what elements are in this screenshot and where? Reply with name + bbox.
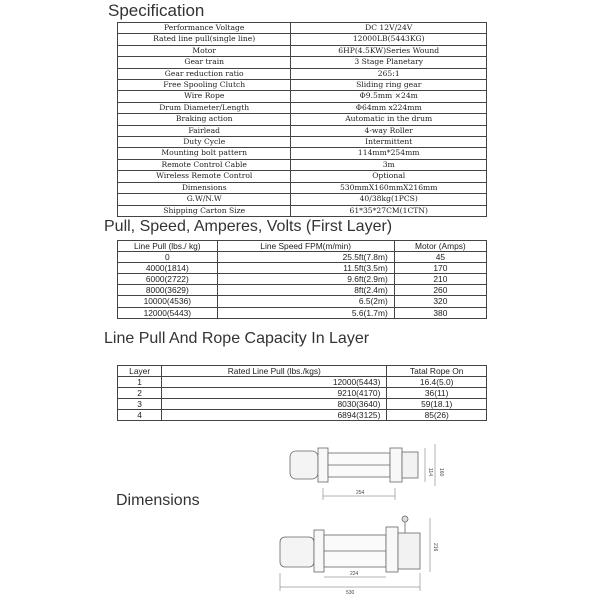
line-pull-capacity-heading: Line Pull And Rope Capacity In Layer [104, 330, 370, 347]
top-width-label: 254 [356, 490, 365, 496]
spec-value: Optional [291, 171, 487, 182]
spec-value: 265:1 [291, 68, 487, 79]
spec-label: G.W/N.W [118, 194, 291, 205]
pull-table-cell: 9.6ft(2.9m) [217, 274, 394, 285]
spec-value: Φ9.5mm ×24m [291, 91, 487, 102]
layer-table-cell: 3 [118, 399, 162, 410]
pull-table-cell: 320 [394, 296, 486, 307]
layer-table-cell: 36(11) [387, 388, 487, 399]
spec-value: 40/38kg(1PCS) [291, 194, 487, 205]
pull-table-cell: 5.6(1.7m) [217, 307, 394, 318]
pull-table-cell: 10000(4536) [118, 296, 218, 307]
spec-row [118, 23, 487, 34]
spec-row [118, 102, 487, 113]
pull-table-column-header: Line Pull (lbs./ kg) [118, 241, 218, 252]
spec-row [118, 80, 487, 91]
spec-value: Sliding ring gear [291, 80, 487, 91]
spec-row [118, 137, 487, 148]
spec-row [118, 34, 487, 45]
spec-label: Fairlead [118, 125, 291, 136]
pull-table-column-header: Line Speed FPM(m/min) [217, 241, 394, 252]
spec-label: Rated line pull(single line) [118, 34, 291, 45]
pull-table-cell: 6.5(2m) [217, 296, 394, 307]
layer-table-row [118, 410, 487, 421]
pull-speed-table [117, 240, 487, 319]
spec-label: Motor [118, 45, 291, 56]
layer-table-cell: 1 [118, 377, 162, 388]
pull-table-header-row [118, 241, 487, 252]
layer-table-cell: 59(18.1) [387, 399, 487, 410]
pull-speed-heading: Pull, Speed, Amperes, Volts (First Layer) [104, 218, 393, 235]
layer-table-cell: 9210(4170) [162, 388, 387, 399]
spec-label: Gear train [118, 57, 291, 68]
spec-label: Performance Voltage [118, 23, 291, 34]
layer-table-cell: 2 [118, 388, 162, 399]
spec-label: Mounting bolt pattern [118, 148, 291, 159]
spec-value: 61*35*27CM(1CTN) [291, 205, 487, 216]
spec-row [118, 194, 487, 205]
specification-heading: Specification [108, 1, 205, 20]
layer-table-cell: 12000(5443) [162, 377, 387, 388]
layer-table-cell: 16.4(5.0) [387, 377, 487, 388]
pull-table-cell: 380 [394, 307, 486, 318]
layer-table-row [118, 399, 487, 410]
top-height-1-label: 160 [438, 468, 444, 477]
spec-row [118, 205, 487, 216]
spec-value: 530mmX160mmX216mm [291, 182, 487, 193]
layer-table-header-row [118, 366, 487, 377]
layer-table-column-header: Tatal Rope On [387, 366, 487, 377]
pull-table-row [118, 252, 487, 263]
pull-table-cell: 0 [118, 252, 218, 263]
side-total-length-label: 530 [346, 590, 355, 595]
spec-label: Braking action [118, 114, 291, 125]
spec-label: Remote Control Cable [118, 159, 291, 170]
spec-label: Duty Cycle [118, 137, 291, 148]
spec-row [118, 68, 487, 79]
pull-table-cell: 8ft(2.4m) [217, 285, 394, 296]
spec-value: Automatic in the drum [291, 114, 487, 125]
spec-row [118, 159, 487, 170]
spec-value: Φ64mm x224mm [291, 102, 487, 113]
side-inner-length-label: 224 [350, 571, 359, 577]
spec-value: 3 Stage Planetary [291, 57, 487, 68]
layer-table-cell: 4 [118, 410, 162, 421]
spec-value: 12000LB(5443KG) [291, 34, 487, 45]
spec-row [118, 148, 487, 159]
pull-table-cell: 170 [394, 263, 486, 274]
side-height-label: 216 [432, 543, 438, 552]
pull-table-cell: 45 [394, 252, 486, 263]
pull-table-row [118, 285, 487, 296]
layer-table [117, 365, 487, 421]
pull-table-cell: 12000(5443) [118, 307, 218, 318]
dimensions-heading: Dimensions [116, 492, 200, 509]
pull-table-row [118, 307, 487, 318]
layer-table-column-header: Layer [118, 366, 162, 377]
spec-label: Shipping Carton Size [118, 205, 291, 216]
pull-table-cell: 8000(3629) [118, 285, 218, 296]
layer-table-column-header: Rated Line Pull (lbs./kgs) [162, 366, 387, 377]
spec-row [118, 125, 487, 136]
spec-label: Drum Diameter/Length [118, 102, 291, 113]
layer-table-row [118, 377, 487, 388]
spec-row [118, 45, 487, 56]
winch-top-view-drawing [270, 438, 450, 508]
spec-label: Dimensions [118, 182, 291, 193]
pull-table-cell: 25.5ft(7.8m) [217, 252, 394, 263]
winch-side-view-drawing [270, 515, 450, 595]
spec-label: Wireless Remote Control [118, 171, 291, 182]
layer-table-cell: 8030(3640) [162, 399, 387, 410]
pull-table-cell: 4000(1814) [118, 263, 218, 274]
spec-row [118, 182, 487, 193]
pull-table-column-header: Motor (Amps) [394, 241, 486, 252]
spec-row [118, 114, 487, 125]
pull-table-cell: 11.5ft(3.5m) [217, 263, 394, 274]
pull-table-cell: 210 [394, 274, 486, 285]
spec-value: 4-way Roller [291, 125, 487, 136]
top-height-2-label: 114 [427, 468, 433, 476]
spec-row [118, 57, 487, 68]
pull-table-cell: 260 [394, 285, 486, 296]
spec-row [118, 91, 487, 102]
spec-value: 6HP(4.5KW)Series Wound [291, 45, 487, 56]
spec-value: DC 12V/24V [291, 23, 487, 34]
spec-row [118, 171, 487, 182]
pull-table-row [118, 263, 487, 274]
layer-table-cell: 6894(3125) [162, 410, 387, 421]
layer-table-row [118, 388, 487, 399]
spec-label: Gear reduction ratio [118, 68, 291, 79]
pull-table-row [118, 296, 487, 307]
layer-table-cell: 85(26) [387, 410, 487, 421]
spec-label: Wire Rope [118, 91, 291, 102]
pull-table-cell: 6000(2722) [118, 274, 218, 285]
specification-table [117, 22, 487, 217]
spec-value: 3m [291, 159, 487, 170]
spec-label: Free Spooling Clutch [118, 80, 291, 91]
spec-value: Intermittent [291, 137, 487, 148]
spec-value: 114mm*254mm [291, 148, 487, 159]
pull-table-row [118, 274, 487, 285]
